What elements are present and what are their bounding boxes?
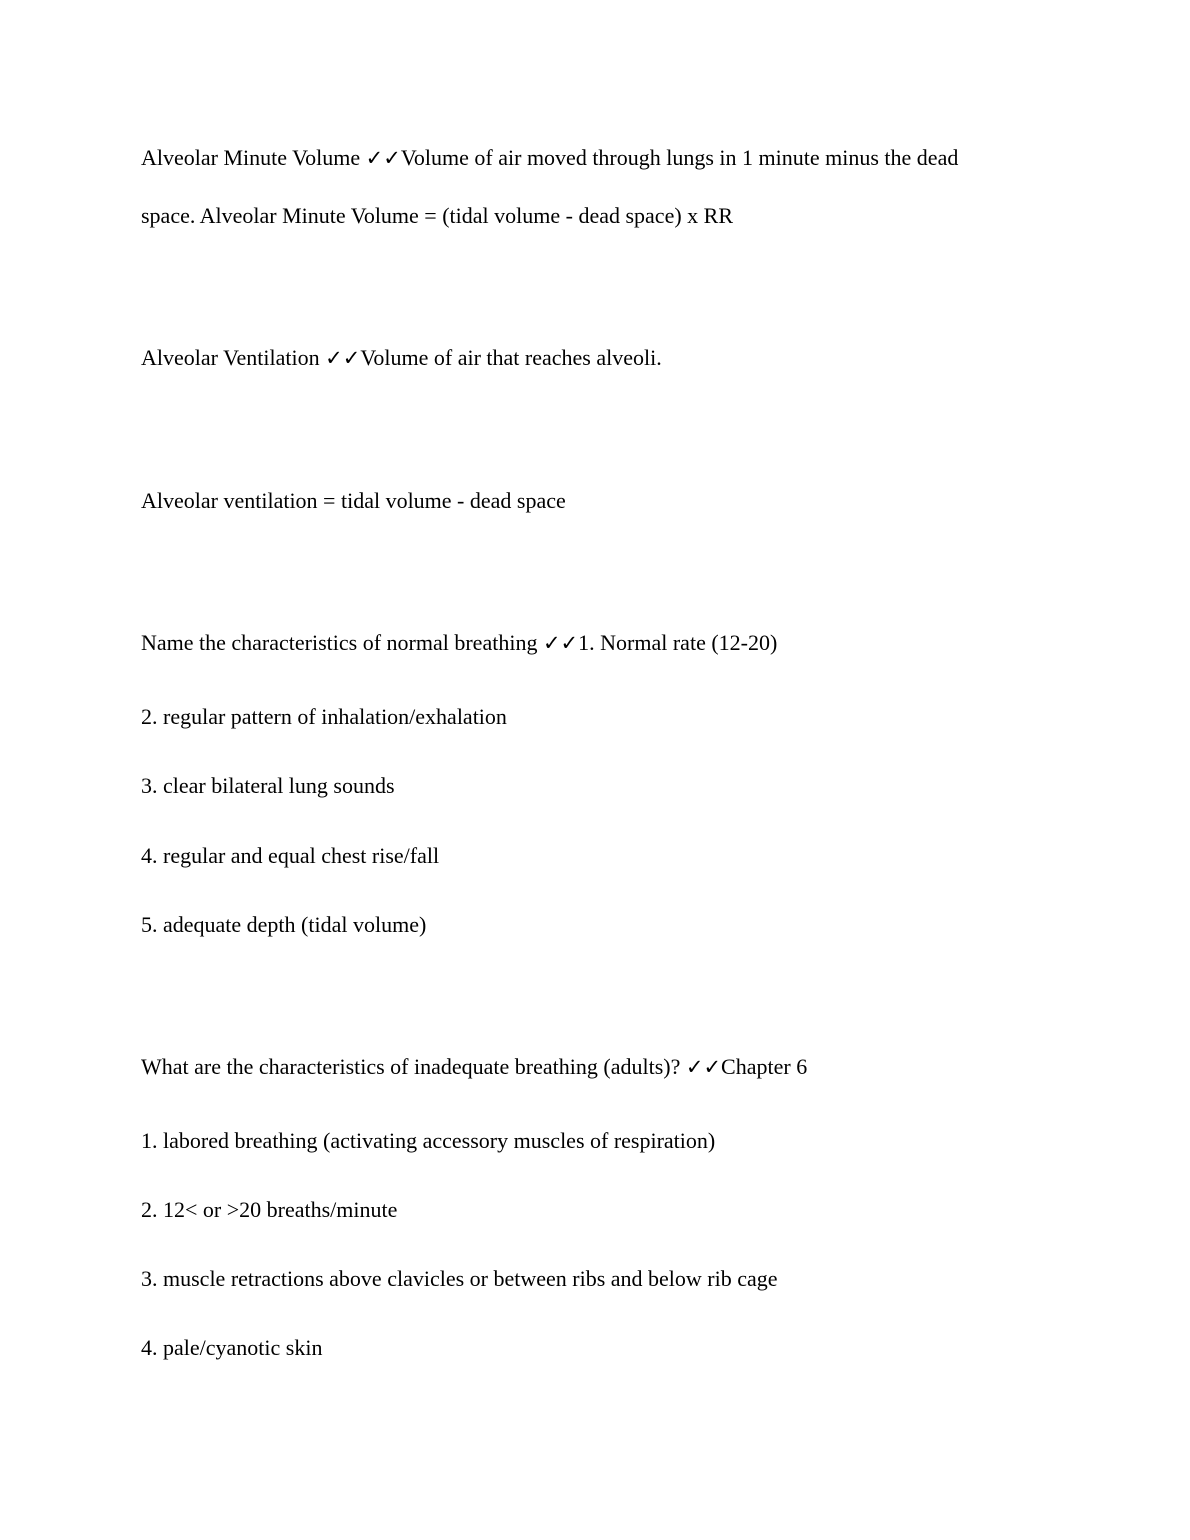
formula-line: Alveolar ventilation = tidal volume - dead space [141,488,566,513]
entry-answer: Volume of air moved through lungs in 1 minute minus the dead [400,145,959,170]
check-marks-icon: ✓✓ [685,1055,722,1079]
entry-term: Alveolar Minute Volume [141,145,366,170]
check-marks-icon: ✓✓ [365,146,401,170]
list-item: 4. pale/cyanotic skin [141,1335,323,1360]
entry-answer-continuation: space. Alveolar Minute Volume = (tidal volume - dead space) x RR [141,203,734,228]
entry-term: Name the characteristics of normal breathing [141,630,543,655]
list-item: 3. muscle retractions above clavicles or between ribs and below rib cage [141,1266,778,1291]
list-item: 2. regular pattern of inhalation/exhalation [141,704,507,729]
entry-term: What are the characteristics of inadequate breathing (adults)? [141,1054,686,1079]
list-item: 2. 12< or >20 breaths/minute [141,1197,398,1222]
check-marks-icon: ✓✓ [325,346,361,370]
entry-answer: Volume of air that reaches alveoli. [360,345,662,370]
entry-answer: Chapter 6 [721,1054,808,1079]
entry-answer: 1. Normal rate (12-20) [578,630,778,655]
entry-question-line [141,145,958,171]
entry-term: Alveolar Ventilation [141,345,326,370]
list-item: 1. labored breathing (activating accessory muscles of respiration) [141,1128,716,1153]
list-item: 3. clear bilateral lung sounds [141,773,395,798]
list-item: 4. regular and equal chest rise/fall [141,843,440,868]
check-marks-icon: ✓✓ [542,631,579,655]
entry-question-line [141,630,777,656]
entry-question-line [141,1054,807,1080]
list-item: 5. adequate depth (tidal volume) [141,912,427,937]
entry-question-line [141,345,662,371]
